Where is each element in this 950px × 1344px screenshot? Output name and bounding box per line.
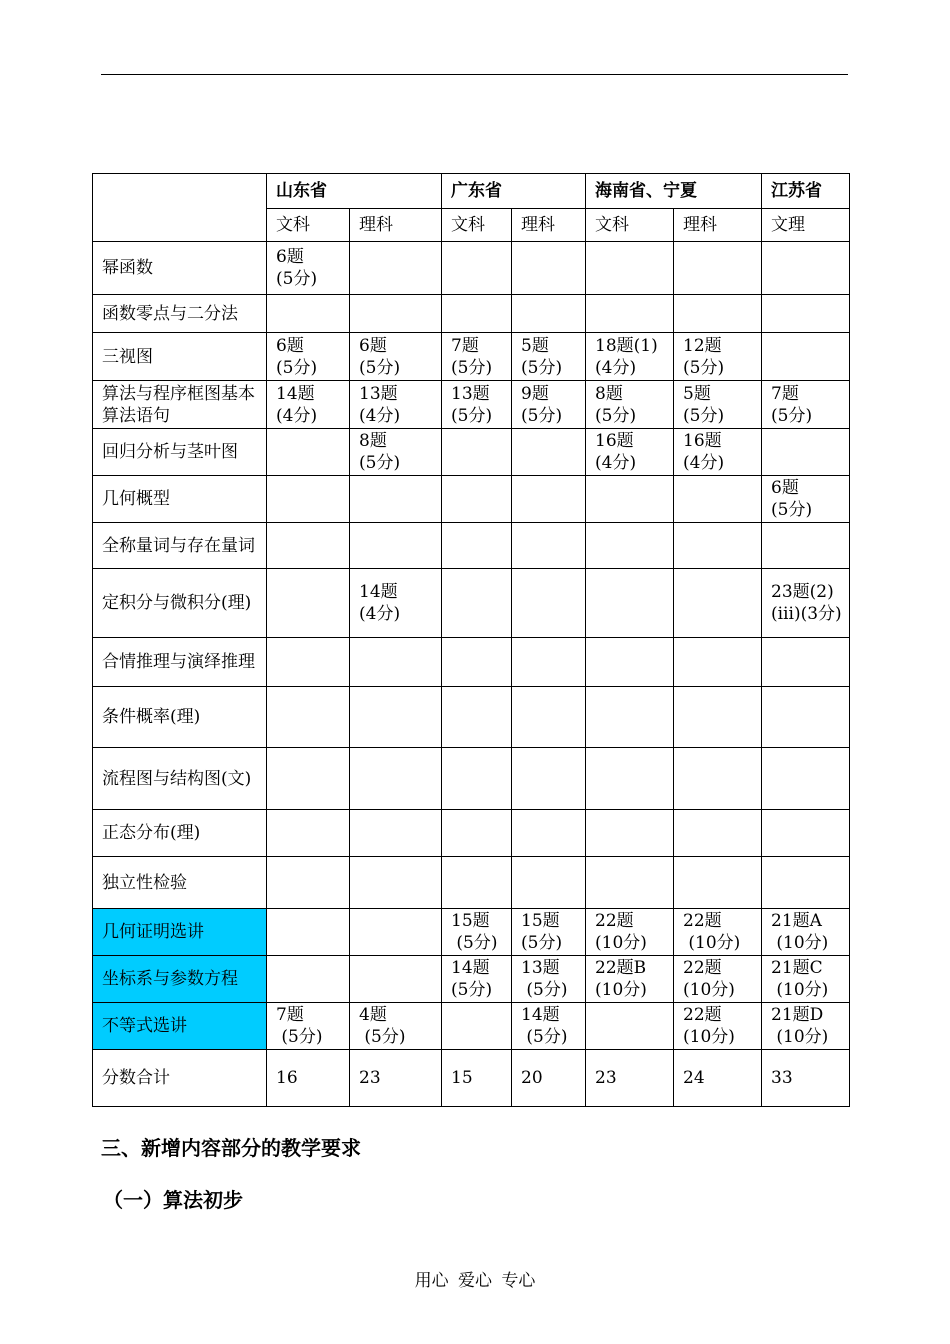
cell-line: 20 xyxy=(521,1068,543,1088)
cell-line: (5分) xyxy=(683,405,725,426)
cell-line: 14题 xyxy=(521,1005,560,1025)
cell-line: 5题 xyxy=(521,335,549,356)
row-label: 三视图 xyxy=(93,333,267,381)
row-label: 函数零点与二分法 xyxy=(93,295,267,333)
table-row xyxy=(93,295,850,333)
cell-line: 21题C xyxy=(771,958,823,978)
cell-line: (10分) xyxy=(771,933,829,953)
row-label: 独立性检验 xyxy=(93,857,267,909)
table-cell xyxy=(512,523,586,569)
table-cell xyxy=(350,687,442,748)
table-cell xyxy=(350,569,442,638)
table-cell xyxy=(762,333,850,381)
table-cell xyxy=(442,295,512,333)
table-cell xyxy=(762,569,850,638)
section-title: 三、新增内容部分的教学要求 xyxy=(101,1136,361,1160)
table-row xyxy=(93,569,850,638)
cell-line: 16题 xyxy=(683,431,722,451)
row-label: 不等式选讲 xyxy=(93,1003,267,1050)
table-cell xyxy=(512,909,586,956)
table-cell xyxy=(350,909,442,956)
table-cell xyxy=(674,638,762,687)
cell-line: (5分) xyxy=(595,405,637,426)
cell-line: (4分) xyxy=(595,453,637,473)
table-cell xyxy=(674,523,762,569)
cell-line: (5分) xyxy=(521,980,568,1000)
table-cell xyxy=(674,295,762,333)
table-cell xyxy=(586,242,674,295)
cell-line: 22题 xyxy=(595,911,634,931)
cell-line: 8题 xyxy=(595,383,623,404)
table-row xyxy=(93,857,850,909)
table-cell xyxy=(512,687,586,748)
cell-line: 24 xyxy=(683,1068,705,1088)
row-label: 算法与程序框图基本算法语句 xyxy=(93,381,267,429)
table-cell xyxy=(762,242,850,295)
cell-line: (5分) xyxy=(451,933,498,953)
cell-line: 16 xyxy=(276,1068,298,1088)
table-cell xyxy=(674,909,762,956)
table-cell xyxy=(442,381,512,429)
table-row xyxy=(93,638,850,687)
province-guangdong: 广东省 xyxy=(442,174,586,209)
cell-line: 33 xyxy=(771,1068,793,1088)
table-cell xyxy=(512,638,586,687)
table-cell xyxy=(267,748,350,810)
cell-line: 6题 xyxy=(276,335,304,356)
row-label: 分数合计 xyxy=(93,1050,267,1107)
subsection-title: （一）算法初步 xyxy=(103,1188,243,1212)
table-cell xyxy=(267,429,350,476)
table-cell xyxy=(674,1003,762,1050)
table-cell xyxy=(512,956,586,1003)
table-cell xyxy=(586,523,674,569)
table-cell xyxy=(586,569,674,638)
table-cell xyxy=(512,748,586,810)
cell-line: (4分) xyxy=(683,453,725,473)
table-cell xyxy=(586,429,674,476)
cell-line: 13题 xyxy=(451,383,490,404)
table-cell xyxy=(674,242,762,295)
subject-header: 理科 xyxy=(512,209,586,242)
subject-header: 文科 xyxy=(442,209,512,242)
page-footer: 用心 爱心 专心 xyxy=(414,1271,536,1291)
table-cell xyxy=(512,333,586,381)
table-cell xyxy=(674,857,762,909)
row-label: 回归分析与茎叶图 xyxy=(93,429,267,476)
cell-line: 7题 xyxy=(771,383,799,404)
cell-line: 14题 xyxy=(276,383,315,404)
cell-line: (5分) xyxy=(521,357,563,378)
table-cell xyxy=(674,748,762,810)
table-cell xyxy=(674,810,762,857)
cell-line: 15题 xyxy=(521,911,560,931)
cell-line: (5分) xyxy=(451,980,493,1000)
row-label: 合情推理与演绎推理 xyxy=(93,638,267,687)
table-cell xyxy=(762,295,850,333)
province-jiangsu: 江苏省 xyxy=(762,174,850,209)
table-cell xyxy=(762,857,850,909)
table-cell xyxy=(442,956,512,1003)
table-cell xyxy=(512,429,586,476)
row-label: 坐标系与参数方程 xyxy=(93,956,267,1003)
cell-line: (10分) xyxy=(595,980,647,1000)
table-row xyxy=(93,956,850,1003)
table-cell xyxy=(762,1003,850,1050)
table-cell xyxy=(267,333,350,381)
subject-header: 文理 xyxy=(762,209,850,242)
cell-line: (5分) xyxy=(683,357,725,378)
table-row xyxy=(93,909,850,956)
table-cell xyxy=(442,429,512,476)
table-cell xyxy=(586,687,674,748)
table-cell xyxy=(350,748,442,810)
table-cell xyxy=(267,638,350,687)
table-cell xyxy=(512,381,586,429)
row-label: 几何证明选讲 xyxy=(93,909,267,956)
row-label: 几何概型 xyxy=(93,476,267,523)
table-cell xyxy=(674,1050,762,1107)
table-row xyxy=(93,429,850,476)
table-cell xyxy=(512,295,586,333)
cell-line: 15 xyxy=(451,1068,473,1088)
table-cell xyxy=(762,381,850,429)
cell-line: (4分) xyxy=(595,357,637,378)
cell-line: 23 xyxy=(359,1068,381,1088)
cell-line: 12题 xyxy=(683,335,722,356)
table-cell xyxy=(267,857,350,909)
table-cell xyxy=(350,857,442,909)
table-cell xyxy=(350,242,442,295)
table-cell xyxy=(762,1050,850,1107)
table-cell xyxy=(674,333,762,381)
cell-line: 13题 xyxy=(521,958,560,978)
table-cell xyxy=(267,909,350,956)
table-row xyxy=(93,1050,850,1107)
table-cell xyxy=(674,687,762,748)
table-cell xyxy=(586,909,674,956)
table-cell xyxy=(267,1050,350,1107)
cell-line: (4分) xyxy=(276,405,318,426)
row-label: 流程图与结构图(文) xyxy=(93,748,267,810)
cell-line: (5分) xyxy=(521,1027,568,1047)
table-cell xyxy=(350,333,442,381)
cell-line: (10分) xyxy=(683,933,741,953)
cell-line: (5分) xyxy=(521,933,563,953)
cell-line: 8题 xyxy=(359,431,387,451)
cell-line: 4题 xyxy=(359,1005,387,1025)
table-row xyxy=(93,381,850,429)
table-row xyxy=(93,242,850,295)
table-cell xyxy=(762,810,850,857)
header-rule xyxy=(101,74,848,75)
table-cell xyxy=(762,476,850,523)
table-cell xyxy=(350,1050,442,1107)
cell-line: (10分) xyxy=(771,1027,829,1047)
subject-header: 理科 xyxy=(350,209,442,242)
cell-line: 5题 xyxy=(683,383,711,404)
corner-cell xyxy=(93,174,267,242)
cell-line: (10分) xyxy=(683,1027,735,1047)
cell-line: 6题 xyxy=(276,247,304,267)
table-cell xyxy=(512,476,586,523)
table-cell xyxy=(762,909,850,956)
table-cell xyxy=(267,295,350,333)
table-cell xyxy=(674,381,762,429)
cell-line: 7题 xyxy=(276,1005,304,1025)
table-cell xyxy=(762,523,850,569)
cell-line: 21题D xyxy=(771,1005,824,1025)
cell-line: 23题(2)(ⅲ)(3分) xyxy=(771,582,842,624)
cell-line: 9题 xyxy=(521,383,549,404)
table-cell xyxy=(442,810,512,857)
cell-line: 16题 xyxy=(595,431,634,451)
table-cell xyxy=(350,381,442,429)
table-cell xyxy=(762,748,850,810)
table-cell xyxy=(762,429,850,476)
province-shandong: 山东省 xyxy=(267,174,442,209)
table-cell xyxy=(586,857,674,909)
table-cell xyxy=(267,810,350,857)
cell-line: 22题B xyxy=(595,958,647,978)
table-cell xyxy=(350,295,442,333)
cell-line: (5分) xyxy=(276,357,318,378)
cell-line: 6题 xyxy=(771,478,799,498)
table-cell xyxy=(267,381,350,429)
row-label: 定积分与微积分(理) xyxy=(93,569,267,638)
table-row xyxy=(93,476,850,523)
table-cell xyxy=(442,476,512,523)
subject-header: 文科 xyxy=(267,209,350,242)
row-label: 正态分布(理) xyxy=(93,810,267,857)
cell-line: (5分) xyxy=(451,357,493,378)
cell-line: (5分) xyxy=(359,453,401,473)
table-cell xyxy=(442,242,512,295)
table-cell xyxy=(586,333,674,381)
table-cell xyxy=(674,569,762,638)
exam-topics-table xyxy=(92,173,850,1107)
table-cell xyxy=(442,748,512,810)
cell-line: 22题 xyxy=(683,958,722,978)
table-row xyxy=(93,523,850,569)
table-cell xyxy=(267,1003,350,1050)
table-cell xyxy=(267,569,350,638)
table-cell xyxy=(512,242,586,295)
table-cell xyxy=(350,1003,442,1050)
cell-line: 21题A xyxy=(771,911,822,931)
table-cell xyxy=(350,810,442,857)
table-cell xyxy=(762,638,850,687)
table-cell xyxy=(586,381,674,429)
table-cell xyxy=(512,810,586,857)
table-cell xyxy=(267,523,350,569)
table-cell xyxy=(586,956,674,1003)
table-cell xyxy=(442,638,512,687)
table-cell xyxy=(267,242,350,295)
cell-line: 15题 xyxy=(451,911,490,931)
cell-line: 18题(1) xyxy=(595,335,658,356)
table-cell xyxy=(442,1003,512,1050)
table-cell xyxy=(442,909,512,956)
table-cell xyxy=(267,476,350,523)
table-cell xyxy=(586,1003,674,1050)
table-cell xyxy=(350,638,442,687)
table-cell xyxy=(512,569,586,638)
cell-line: (5分) xyxy=(771,405,813,426)
cell-line: (5分) xyxy=(521,405,563,426)
cell-line: (4分) xyxy=(359,604,401,624)
table-cell xyxy=(350,476,442,523)
table-row xyxy=(93,333,850,381)
row-label: 全称量词与存在量词 xyxy=(93,523,267,569)
table-cell xyxy=(586,476,674,523)
table-cell xyxy=(674,956,762,1003)
cell-line: 22题 xyxy=(683,1005,722,1025)
subject-header: 理科 xyxy=(674,209,762,242)
table-cell xyxy=(512,1050,586,1107)
cell-line: 23 xyxy=(595,1068,617,1088)
province-hainan-ningxia: 海南省、宁夏 xyxy=(586,174,762,209)
table-cell xyxy=(442,1050,512,1107)
subject-header: 文科 xyxy=(586,209,674,242)
table-cell xyxy=(674,429,762,476)
cell-line: (5分) xyxy=(451,405,493,426)
table-cell xyxy=(267,687,350,748)
table-cell xyxy=(442,523,512,569)
row-label: 幂函数 xyxy=(93,242,267,295)
table-cell xyxy=(350,956,442,1003)
cell-line: (10分) xyxy=(683,980,735,1000)
table-cell xyxy=(350,429,442,476)
table-cell xyxy=(586,1050,674,1107)
table-row xyxy=(93,687,850,748)
table-cell xyxy=(762,956,850,1003)
table-cell xyxy=(442,569,512,638)
table-cell xyxy=(512,857,586,909)
cell-line: (5分) xyxy=(276,1027,323,1047)
table-cell xyxy=(586,748,674,810)
table-cell xyxy=(674,476,762,523)
table-row xyxy=(93,1003,850,1050)
table-cell xyxy=(512,1003,586,1050)
table-cell xyxy=(586,638,674,687)
cell-line: (10分) xyxy=(595,933,647,953)
cell-line: 7题 xyxy=(451,335,479,356)
cell-line: 14题 xyxy=(359,582,398,602)
table-row xyxy=(93,810,850,857)
table-cell xyxy=(442,687,512,748)
table-cell xyxy=(267,956,350,1003)
table-cell xyxy=(762,687,850,748)
cell-line: (10分) xyxy=(771,980,829,1000)
cell-line: 13题 xyxy=(359,383,398,404)
header-row-provinces xyxy=(93,174,850,209)
row-label: 条件概率(理) xyxy=(93,687,267,748)
cell-line: 6题 xyxy=(359,335,387,356)
cell-line: 22题 xyxy=(683,911,722,931)
cell-line: (5分) xyxy=(359,357,401,378)
table-cell xyxy=(586,810,674,857)
cell-line: 14题 xyxy=(451,958,490,978)
table-cell xyxy=(586,295,674,333)
cell-line: (5分) xyxy=(771,500,813,520)
table-cell xyxy=(442,857,512,909)
table-row xyxy=(93,748,850,810)
cell-line: (4分) xyxy=(359,405,401,426)
cell-line: (5分) xyxy=(359,1027,406,1047)
cell-line: (5分) xyxy=(276,269,318,289)
table-cell xyxy=(350,523,442,569)
table-cell xyxy=(442,333,512,381)
